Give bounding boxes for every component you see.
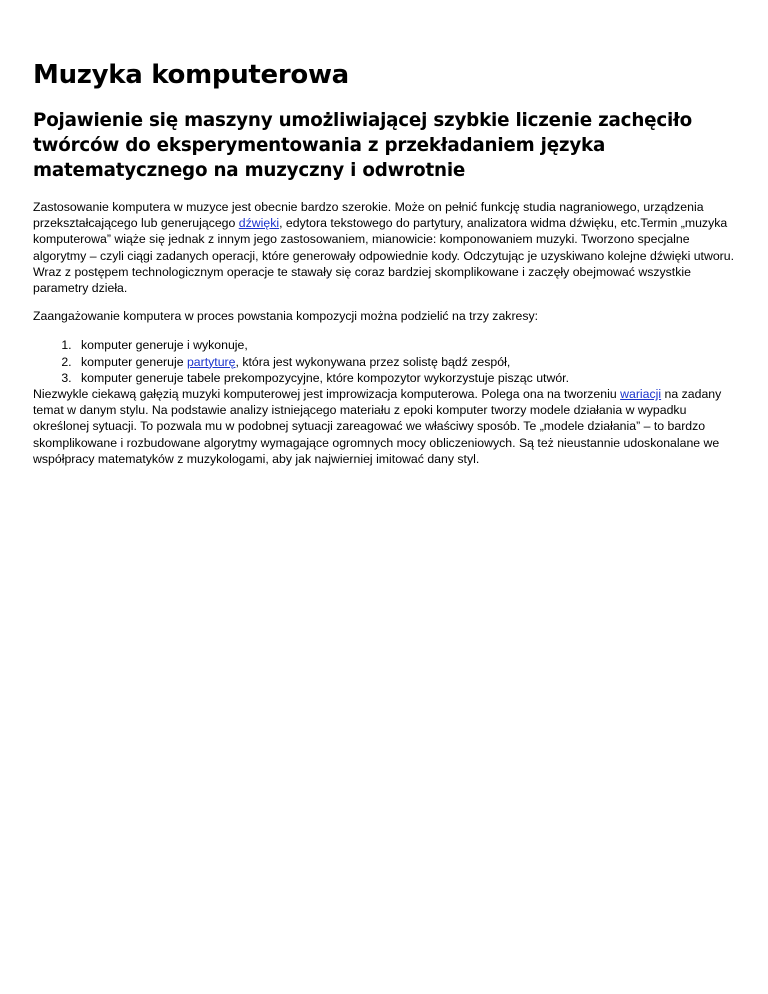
link-partyture[interactable]: partyturę [186, 354, 236, 369]
page-title: Muzyka komputerowa [33, 60, 349, 90]
page-subtitle: Pojawienie się maszyny umożliwiającej szybkie liczenie zachęciło twórców do eksperymentowania z przekładaniem języka matematycznego na muzyczny i odwrotnie [33, 110, 692, 181]
improv-text-before: Niezwykle ciekawą gałęzią muzyki komputerowej jest improwizacja komputerowa. Polega ona na tworzeniu [33, 387, 621, 402]
list-item-text-before: komputer generuje [81, 354, 187, 369]
link-wariacji[interactable]: wariacji [620, 387, 662, 402]
list-item-text: komputer generuje i wykonuje, [81, 338, 248, 353]
intro-text-before: Zastosowanie komputera w muzyce jest obecnie bardzo szerokie. Może on pełnić funkcję studia nagraniowego, urządzenia przekształcającego lub generującego [33, 200, 704, 231]
intro-text-after: , edytora tekstowego do partytury, analizatora widma dźwięku, etc.Termin „muzyka komputerowa” wiąże się jednak z innym jego zastosowaniem, mianowicie: komponowaniem muzyki. Tworzono specjalne algorytmy – czyli ciągi zadanych operacji, które generowały odpowiednie kody. Odczytując je uzyskiwano kolejne dźwięki utworu. Wraz z postępem technologicznym operacje te stawały się coraz bardziej skomplikowane i zaczęły obejmować wszystkie parametry dzieła. [33, 216, 735, 296]
list-item [75, 370, 743, 386]
list-item [75, 354, 743, 370]
list-item [75, 337, 743, 353]
list-item-text-after: , która jest wykonywana przez solistę bądź zespół, [235, 354, 511, 369]
scope-paragraph: Zaangażowanie komputera w proces powstania kompozycji można podzielić na trzy zakresy: [33, 309, 539, 324]
link-dzwieki[interactable]: dźwięki [238, 216, 280, 231]
improv-text-after: na zadany temat w danym stylu. Na podstawie analizy istniejącego materiału z epoki komputer tworzy modele działania w wypadku określonej sytuacji. To pozwala mu w podobnej sytuacji zareagować we właściwy sposób. Te „modele działania” – to bardzo skomplikowane i rozbudowane algorytmy wymagające ogromnych mocy obliczeniowych. Są też nieustannie udoskonalane we współpracy matematyków z muzykologami, aby jak najwierniej imitować dany styl. [33, 387, 722, 466]
document-page [33, 58, 743, 467]
list-item-text: komputer generuje tabele prekompozycyjne, które kompozytor wykorzystuje pisząc utwór. [81, 370, 569, 385]
improvisation-paragraph [33, 386, 743, 467]
intro-paragraph [33, 199, 743, 296]
scope-list [33, 337, 743, 386]
